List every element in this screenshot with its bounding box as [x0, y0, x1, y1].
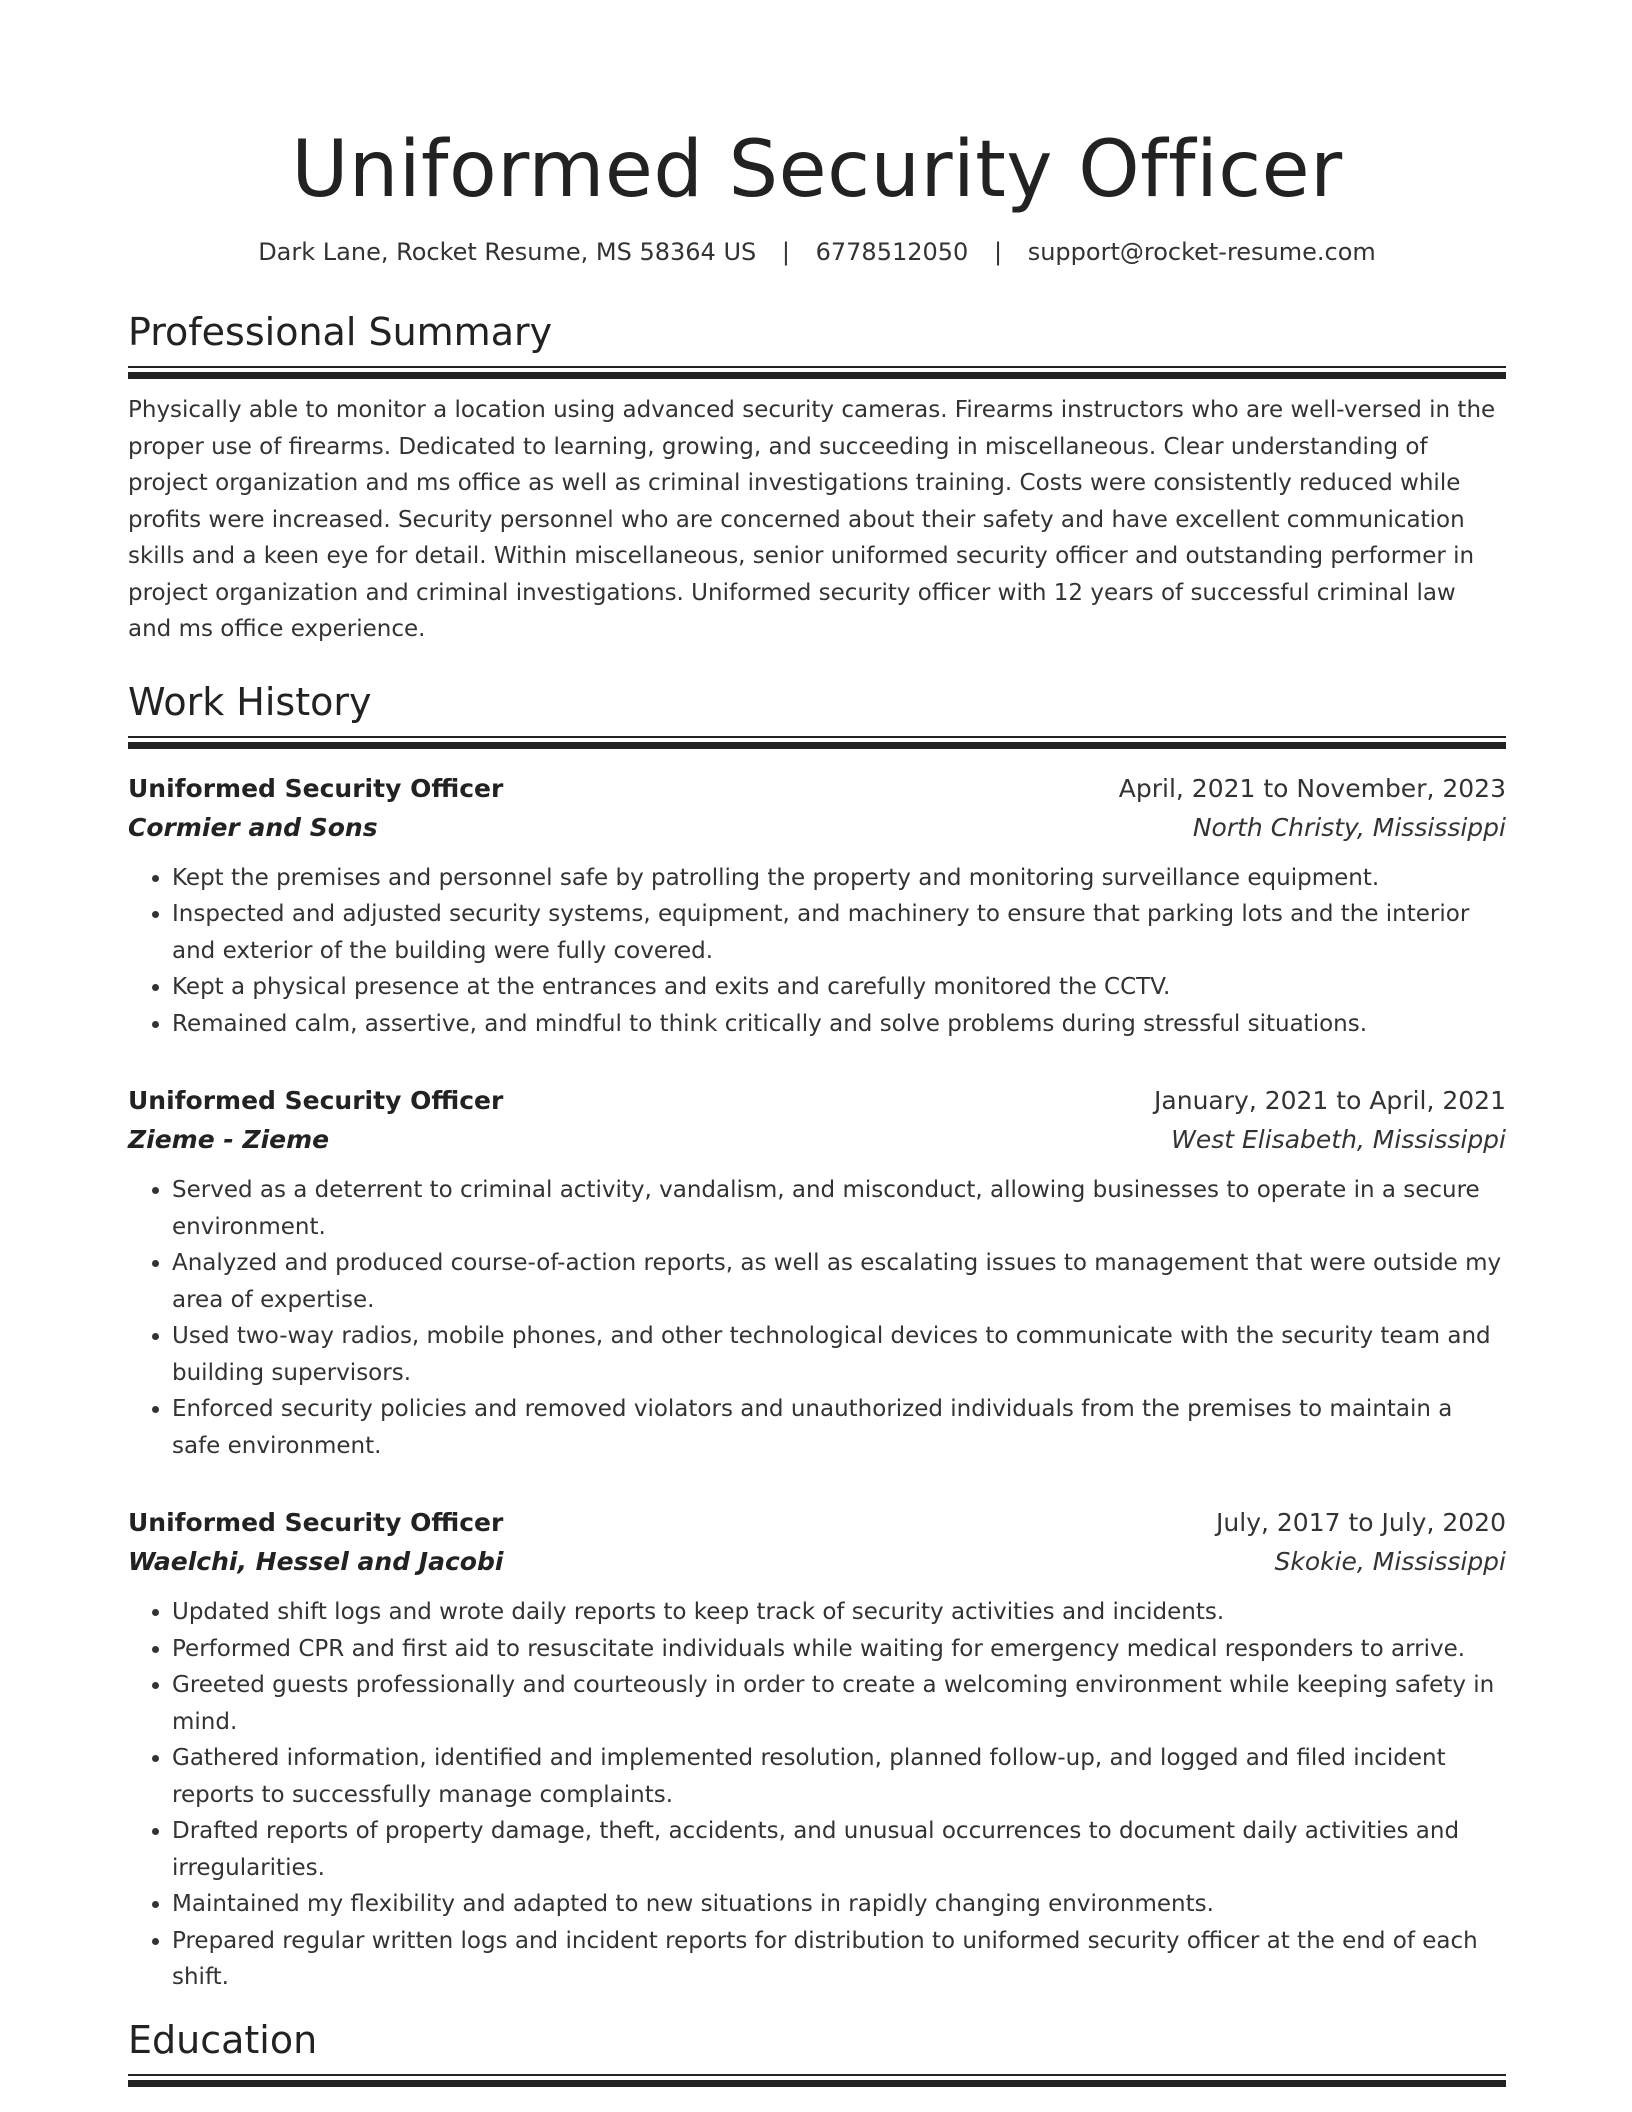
job-bullet-list — [128, 1594, 1506, 1996]
job-title: Uniformed Security Officer — [128, 1086, 504, 1115]
job-employer-row — [128, 1120, 1506, 1160]
job-location: Skokie, Mississippi — [1274, 1547, 1506, 1576]
job-bullet: • Performed CPR and first aid to resuscitate individuals while waiting for emergency medical responders to arrive. — [172, 1631, 1506, 1668]
job-header-row — [128, 1504, 1506, 1542]
contact-separator: | — [781, 238, 790, 266]
job-title: Uniformed Security Officer — [128, 1508, 504, 1537]
job-company: Zieme - Zieme — [128, 1125, 330, 1154]
job-bullet: • Enforced security policies and removed violators and unauthorized individuals from the premises to maintain a safe environment. — [172, 1391, 1506, 1464]
professional-summary-section — [128, 308, 1506, 648]
section-divider — [128, 2074, 1506, 2088]
job-header-row — [128, 770, 1506, 808]
job-bullet: • Kept the premises and personnel safe by patrolling the property and monitoring surveillance equipment. — [172, 860, 1506, 897]
resume-page — [128, 0, 1506, 2088]
contact-address: Dark Lane, Rocket Resume, MS 58364 US — [258, 238, 757, 266]
job-entry — [128, 1082, 1506, 1464]
job-bullet: • Served as a deterrent to criminal activity, vandalism, and misconduct, allowing businesses to operate in a secure environment. — [172, 1172, 1506, 1245]
job-bullet: • Kept a physical presence at the entrances and exits and carefully monitored the CCTV. — [172, 969, 1506, 1006]
contact-separator: | — [993, 238, 1003, 266]
job-bullet: • Analyzed and produced course-of-action reports, as well as escalating issues to management that were outside my area of expertise. — [172, 1245, 1506, 1318]
job-employer-row — [128, 1542, 1506, 1582]
contact-line — [128, 236, 1506, 268]
section-title-professional-summary: Professional Summary — [128, 310, 553, 354]
contact-phone: 6778512050 — [815, 238, 969, 266]
job-header-row — [128, 1082, 1506, 1120]
job-bullet-list — [128, 860, 1506, 1043]
summary-text: Physically able to monitor a location using advanced security cameras. Firearms instructors who are well-versed in the proper use of firearms. Dedicated to learning, growing, and succeeding in miscellaneous. Clear understanding of project organization and ms office as well as criminal investigations training. Costs were consistently reduced while profits were increased. Security personnel who are concerned about their safety and have excellent communication skills and a keen eye for detail. Within miscellaneous, senior uniformed security officer and outstanding performer in project organization and criminal investigations. Uniformed security officer with 12 years of successful criminal law and ms office experience. — [128, 397, 1496, 642]
job-dates: July, 2017 to July, 2020 — [1216, 1508, 1506, 1537]
job-bullet: • Gathered information, identified and implemented resolution, planned follow-up, and logged and filed incident reports to successfully manage complaints. — [172, 1740, 1506, 1813]
job-bullet: • Greeted guests professionally and courteously in order to create a welcoming environment while keeping safety in mind. — [172, 1667, 1506, 1740]
job-location: North Christy, Mississippi — [1192, 812, 1506, 842]
job-entry — [128, 770, 1506, 1043]
job-company: Cormier and Sons — [128, 812, 378, 842]
job-dates: April, 2021 to November, 2023 — [1118, 773, 1506, 803]
resume-name: Uniformed Security Officer — [291, 125, 1343, 215]
section-divider — [128, 736, 1506, 750]
job-location: West Elisabeth, Mississippi — [1171, 1125, 1506, 1154]
contact-email: support@rocket-resume.com — [1027, 238, 1376, 266]
job-dates: January, 2021 to April, 2021 — [1154, 1086, 1506, 1115]
section-title-work-history: Work History — [128, 679, 372, 724]
job-bullet: • Updated shift logs and wrote daily reports to keep track of security activities and incidents. — [172, 1594, 1506, 1631]
job-bullet-list — [128, 1172, 1506, 1464]
job-title: Uniformed Security Officer — [128, 773, 504, 803]
work-history-section — [128, 678, 1506, 1996]
section-title-education: Education — [128, 2017, 318, 2062]
job-bullet: • Used two-way radios, mobile phones, and other technological devices to communicate with the security team and building supervisors. — [172, 1318, 1506, 1391]
job-bullet: • Remained calm, assertive, and mindful to think critically and solve problems during stressful situations. — [172, 1006, 1506, 1043]
job-entry — [128, 1504, 1506, 1996]
job-company: Waelchi, Hessel and Jacobi — [128, 1547, 504, 1576]
job-bullet: • Maintained my flexibility and adapted to new situations in rapidly changing environments. — [172, 1886, 1506, 1923]
job-bullet: • Inspected and adjusted security systems, equipment, and machinery to ensure that parking lots and the interior and exterior of the building were fully covered. — [172, 896, 1506, 969]
education-section — [128, 2016, 1506, 2088]
job-employer-row — [128, 808, 1506, 848]
section-divider — [128, 366, 1506, 380]
job-bullet: • Prepared regular written logs and incident reports for distribution to uniformed security officer at the end of each shift. — [172, 1923, 1506, 1996]
job-bullet: • Drafted reports of property damage, theft, accidents, and unusual occurrences to document daily activities and irregularities. — [172, 1813, 1506, 1886]
